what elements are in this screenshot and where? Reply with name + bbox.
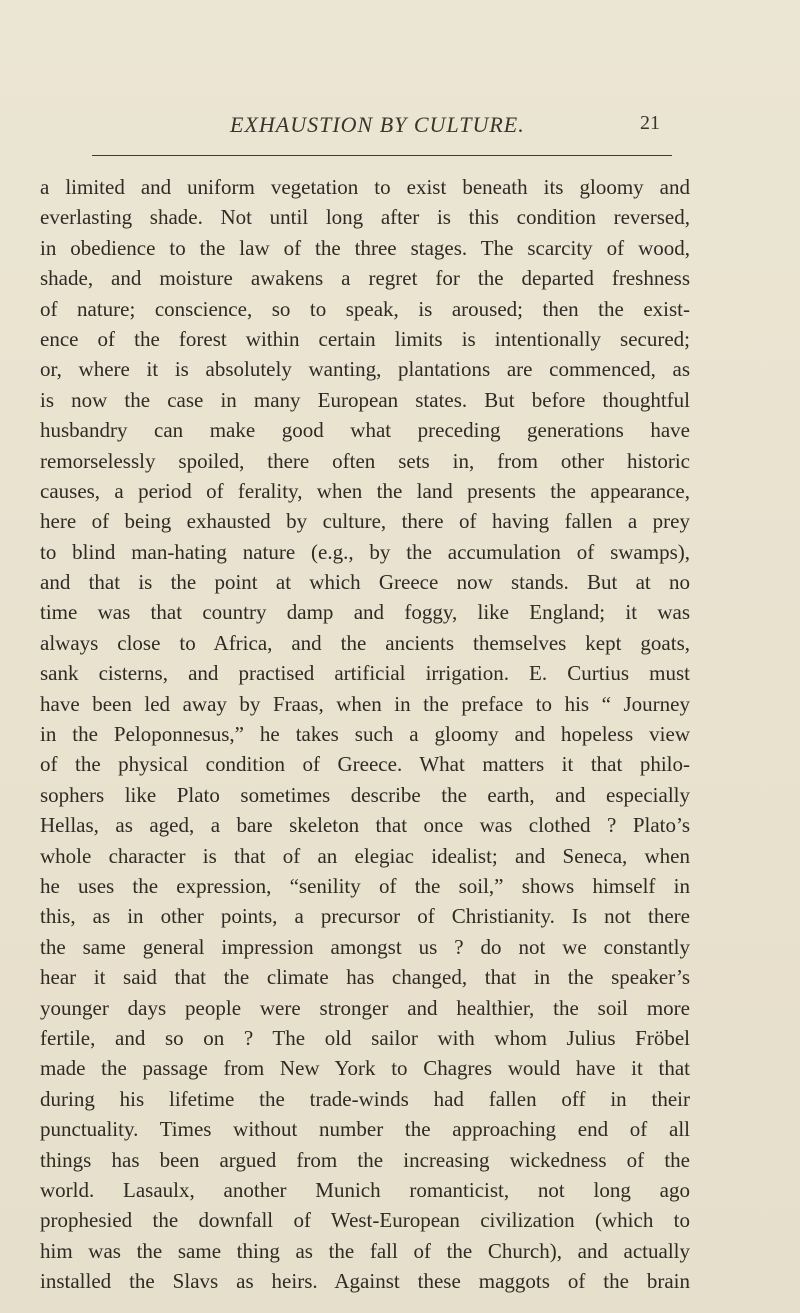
text-line: the same general impression amongst us ? do not we constantly bbox=[40, 934, 690, 959]
text-line: to blind man-hating nature (e.g., by the accumulation of swamps), bbox=[40, 539, 690, 564]
text-line: installed the Slavs as heirs. Against these maggots of the brain bbox=[40, 1269, 690, 1294]
text-line: shade, and moisture awakens a regret for the departed freshness bbox=[40, 266, 690, 291]
text-line: or, where it is absolutely wanting, plantations are commenced, as bbox=[40, 357, 690, 382]
text-line: punctuality. Times without number the approaching end of all bbox=[40, 1117, 690, 1142]
text-line: time was that country damp and foggy, like England; it was bbox=[40, 600, 690, 625]
text-line: remorselessly spoiled, there often sets in, from other historic bbox=[40, 448, 690, 473]
text-line: made the passage from New York to Chagres would have it that bbox=[40, 1056, 690, 1081]
text-line: ence of the forest within certain limits is intentionally secured; bbox=[40, 326, 690, 351]
text-line: sank cisterns, and practised artificial irrigation. E. Curtius must bbox=[40, 661, 690, 686]
text-line: him was the same thing as the fall of the Church), and actually bbox=[40, 1238, 690, 1263]
running-head bbox=[0, 112, 800, 142]
header-rule bbox=[92, 155, 672, 156]
text-line: in the Peloponnesus,” he takes such a gloomy and hopeless view bbox=[40, 722, 690, 747]
text-line: in obedience to the law of the three stages. The scarcity of wood, bbox=[40, 235, 690, 260]
text-line: sophers like Plato sometimes describe the earth, and especially bbox=[40, 782, 690, 807]
text-line: everlasting shade. Not until long after is this condition reversed, bbox=[40, 205, 690, 230]
text-line: Hellas, as aged, a bare skeleton that once was clothed ? Plato’s bbox=[40, 813, 690, 838]
text-line: during his lifetime the trade-winds had fallen off in their bbox=[40, 1086, 690, 1111]
text-line: of nature; conscience, so to speak, is aroused; then the exist- bbox=[40, 296, 690, 321]
text-line: causes, a period of ferality, when the land presents the appearance, bbox=[40, 478, 690, 503]
text-line: here of being exhausted by culture, there of having fallen a prey bbox=[40, 509, 690, 534]
text-line: world. Lasaulx, another Munich romanticist, not long ago bbox=[40, 1177, 690, 1202]
text-line: this, as in other points, a precursor of Christianity. Is not there bbox=[40, 904, 690, 929]
text-line: things has been argued from the increasing wickedness of the bbox=[40, 1147, 690, 1172]
text-line: he uses the expression, “senility of the soil,” shows himself in bbox=[40, 873, 690, 898]
text-line: have been led away by Fraas, when in the preface to his “ Journey bbox=[40, 691, 690, 716]
text-line: always close to Africa, and the ancients themselves kept goats, bbox=[40, 630, 690, 655]
text-line: and that is the point at which Greece now stands. But at no bbox=[40, 570, 690, 595]
text-line: whole character is that of an elegiac idealist; and Seneca, when bbox=[40, 843, 690, 868]
text-line: of the physical condition of Greece. What matters it that philo- bbox=[40, 752, 690, 777]
text-line: a limited and uniform vegetation to exist beneath its gloomy and bbox=[40, 175, 690, 199]
page-number: 21 bbox=[640, 112, 660, 134]
text-line: hear it said that the climate has changed, that in the speaker’s bbox=[40, 965, 690, 990]
text-line: fertile, and so on ? The old sailor with whom Julius Fröbel bbox=[40, 1025, 690, 1050]
running-title: EXHAUSTION BY CULTURE. bbox=[230, 112, 525, 137]
text-line: younger days people were stronger and healthier, the soil more bbox=[40, 995, 690, 1020]
text-line: prophesied the downfall of West-European civilization (which to bbox=[40, 1208, 690, 1233]
body-text bbox=[40, 172, 690, 1296]
text-line: is now the case in many European states. But before thoughtful bbox=[40, 387, 690, 412]
text-line: husbandry can make good what preceding generations have bbox=[40, 418, 690, 443]
